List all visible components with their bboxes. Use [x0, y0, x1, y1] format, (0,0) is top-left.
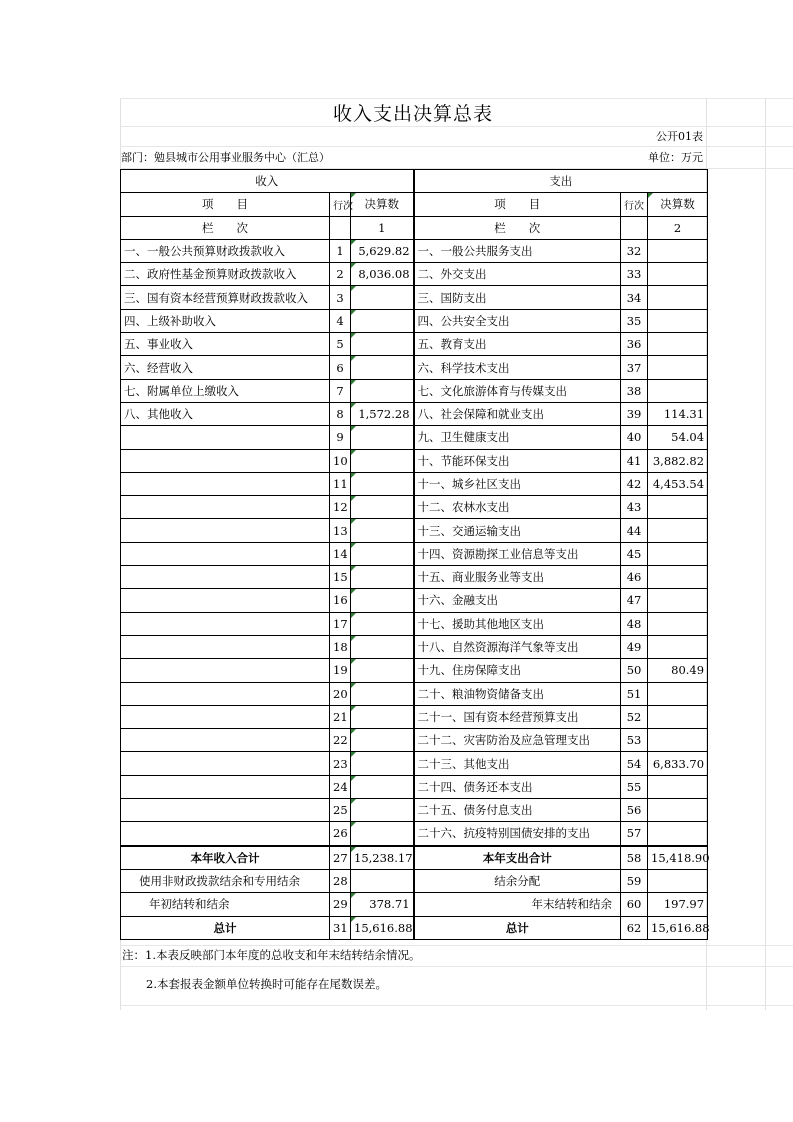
table-row [121, 496, 708, 519]
grand-expense-total-line: 62 [621, 916, 648, 939]
income-amount [351, 729, 414, 752]
expense-amount [648, 635, 708, 658]
expense-item: 八、社会保障和就业支出 [414, 402, 621, 425]
table-row [121, 426, 708, 449]
expense-item: 二十、粮油物资储备支出 [414, 682, 621, 705]
expense-amount [648, 496, 708, 519]
income-amount [351, 309, 414, 332]
income-item: 二、政府性基金预算财政拨款收入 [121, 263, 330, 286]
expense-item: 十一、城乡社区支出 [414, 472, 621, 495]
expense-item: 四、公共安全支出 [414, 309, 621, 332]
table-row [121, 542, 708, 565]
expense-line-number: 48 [621, 612, 648, 635]
note-2: 2.本套报表金额单位转换时可能存在尾数误差。 [146, 977, 387, 991]
income-line-number: 25 [330, 799, 351, 822]
expense-amount [648, 333, 708, 356]
year-expense-total-label: 本年支出合计 [414, 846, 621, 870]
expense-item: 二十三、其他支出 [414, 752, 621, 775]
column-header-row [121, 193, 708, 216]
income-line-header: 行次 [330, 193, 351, 216]
expense-item: 十三、交通运输支出 [414, 519, 621, 542]
table-row [121, 635, 708, 658]
income-item [121, 566, 330, 589]
table-row [121, 239, 708, 262]
table-row [121, 472, 708, 495]
expense-amount: 114.31 [648, 402, 708, 425]
beginning-balance-label: 年初结转和结余 [121, 893, 330, 916]
income-line-number: 8 [330, 402, 351, 425]
expense-amount: 4,453.54 [648, 472, 708, 495]
income-line-number: 4 [330, 309, 351, 332]
expense-line-number: 32 [621, 239, 648, 262]
income-amount: 8,036.08 [351, 263, 414, 286]
income-amount [351, 356, 414, 379]
expense-amount [648, 519, 708, 542]
expense-line-number: 40 [621, 426, 648, 449]
expense-item: 十四、资源勘探工业信息等支出 [414, 542, 621, 565]
notes [122, 945, 420, 995]
expense-amount [648, 566, 708, 589]
expense-item: 三、国防支出 [414, 286, 621, 309]
expense-line-number: 39 [621, 402, 648, 425]
expense-line-number: 41 [621, 449, 648, 472]
table-row [121, 566, 708, 589]
surplus-distribution-line: 59 [621, 869, 648, 892]
income-amount [351, 752, 414, 775]
expense-line-number: 34 [621, 286, 648, 309]
expense-line-number: 38 [621, 379, 648, 402]
income-line-number: 20 [330, 682, 351, 705]
income-item [121, 752, 330, 775]
table-row [121, 519, 708, 542]
expense-item: 十八、自然资源海洋气象等支出 [414, 635, 621, 658]
expense-line-number: 53 [621, 729, 648, 752]
income-line-number: 11 [330, 472, 351, 495]
table-row [121, 705, 708, 728]
income-item [121, 542, 330, 565]
income-item [121, 496, 330, 519]
unit-label: 单位：万元 [648, 151, 703, 164]
table-row [121, 612, 708, 635]
ending-balance-amount: 197.97 [648, 893, 708, 916]
surplus-distribution-amount [648, 869, 708, 892]
expense-item: 二十一、国有资本经营预算支出 [414, 705, 621, 728]
income-item [121, 729, 330, 752]
expense-line-number: 54 [621, 752, 648, 775]
income-item [121, 426, 330, 449]
income-item: 八、其他收入 [121, 402, 330, 425]
income-amount [351, 682, 414, 705]
expense-amount [648, 775, 708, 798]
income-line-number: 15 [330, 566, 351, 589]
income-item-header: 项 目 [121, 193, 330, 216]
expense-amount: 54.04 [648, 426, 708, 449]
expense-item: 九、卫生健康支出 [414, 426, 621, 449]
expense-line-number: 46 [621, 566, 648, 589]
expense-item: 六、科学技术支出 [414, 356, 621, 379]
expense-line-number: 45 [621, 542, 648, 565]
expense-amount [648, 822, 708, 846]
expense-line-number: 43 [621, 496, 648, 519]
expense-amount: 3,882.82 [648, 449, 708, 472]
income-item [121, 589, 330, 612]
income-line-number: 12 [330, 496, 351, 519]
beginning-balance-line: 29 [330, 893, 351, 916]
year-income-total-line: 27 [330, 846, 351, 870]
income-amount [351, 775, 414, 798]
expense-item: 十七、援助其他地区支出 [414, 612, 621, 635]
year-income-total-label: 本年收入合计 [121, 846, 330, 870]
expense-item: 二十二、灾害防治及应急管理支出 [414, 729, 621, 752]
expense-amount [648, 589, 708, 612]
income-item [121, 519, 330, 542]
expense-amount-header: 决算数 [648, 193, 708, 216]
expense-amount [648, 379, 708, 402]
income-line-number: 24 [330, 775, 351, 798]
expense-amount [648, 286, 708, 309]
income-amount: 1,572.28 [351, 402, 414, 425]
income-amount [351, 472, 414, 495]
grand-income-total-amount: 15,616.88 [351, 916, 414, 939]
year-total-row [121, 846, 708, 870]
income-amount [351, 449, 414, 472]
income-item: 七、附属单位上缴收入 [121, 379, 330, 402]
income-line-number: 17 [330, 612, 351, 635]
grand-income-total-label: 总计 [121, 916, 330, 939]
income-amount [351, 705, 414, 728]
income-item [121, 799, 330, 822]
expense-amount [648, 542, 708, 565]
expense-item: 十、节能环保支出 [414, 449, 621, 472]
column-number-row [121, 216, 708, 239]
surplus-distribution-label: 结余分配 [414, 869, 621, 892]
income-amount [351, 426, 414, 449]
expense-line-number: 50 [621, 659, 648, 682]
income-item [121, 775, 330, 798]
expense-item: 十二、农林水支出 [414, 496, 621, 519]
table-row [121, 379, 708, 402]
income-item: 三、国有资本经营预算财政拨款收入 [121, 286, 330, 309]
income-item: 五、事业收入 [121, 333, 330, 356]
income-amount [351, 333, 414, 356]
grand-expense-total-label: 总计 [414, 916, 621, 939]
income-item [121, 659, 330, 682]
income-amount [351, 659, 414, 682]
expense-line-number: 49 [621, 635, 648, 658]
income-line-number: 21 [330, 705, 351, 728]
table-row [121, 589, 708, 612]
income-column-number: 1 [351, 216, 414, 239]
section-header-row [121, 170, 708, 193]
grand-income-total-line: 31 [330, 916, 351, 939]
expense-line-number: 55 [621, 775, 648, 798]
expense-line-number: 52 [621, 705, 648, 728]
income-item [121, 612, 330, 635]
income-line-blank [330, 216, 351, 239]
income-line-number: 5 [330, 333, 351, 356]
income-line-number: 26 [330, 822, 351, 846]
income-amount [351, 799, 414, 822]
income-line-number: 6 [330, 356, 351, 379]
table-row [121, 752, 708, 775]
note-1: 注：1.本表反映部门本年度的总收支和年末结转结余情况。 [122, 948, 421, 962]
income-line-number: 14 [330, 542, 351, 565]
nonfiscal-line: 28 [330, 869, 351, 892]
beginning-balance-amount: 378.71 [351, 893, 414, 916]
income-amount [351, 286, 414, 309]
income-item: 一、一般公共预算财政拨款收入 [121, 239, 330, 262]
income-amount [351, 566, 414, 589]
table-row [121, 402, 708, 425]
table-row [121, 333, 708, 356]
table-row [121, 682, 708, 705]
income-amount [351, 519, 414, 542]
income-line-number: 22 [330, 729, 351, 752]
expense-amount [648, 799, 708, 822]
income-line-number: 16 [330, 589, 351, 612]
expense-item: 十九、住房保障支出 [414, 659, 621, 682]
year-expense-total-line: 58 [621, 846, 648, 870]
expense-amount [648, 239, 708, 262]
table-row [121, 775, 708, 798]
ending-balance-label: 年末结转和结余 [414, 893, 621, 916]
expense-amount [648, 729, 708, 752]
table-row [121, 659, 708, 682]
expense-item: 二十四、债务还本支出 [414, 775, 621, 798]
expense-item: 五、教育支出 [414, 333, 621, 356]
carryover-row [121, 893, 708, 916]
expense-line-number: 56 [621, 799, 648, 822]
income-amount [351, 589, 414, 612]
income-line-number: 18 [330, 635, 351, 658]
expense-item: 二十五、债务付息支出 [414, 799, 621, 822]
expense-line-number: 47 [621, 589, 648, 612]
expense-column-number: 2 [648, 216, 708, 239]
income-line-number: 7 [330, 379, 351, 402]
income-line-number: 2 [330, 263, 351, 286]
income-item [121, 705, 330, 728]
report-title: 收入支出决算总表 [332, 103, 493, 125]
expense-item: 七、文化旅游体育与传媒支出 [414, 379, 621, 402]
expense-amount [648, 356, 708, 379]
table-row [121, 263, 708, 286]
expense-line-number: 36 [621, 333, 648, 356]
income-line-number: 10 [330, 449, 351, 472]
income-amount [351, 635, 414, 658]
income-line-number: 1 [330, 239, 351, 262]
income-amount-header: 决算数 [351, 193, 414, 216]
expense-item: 一、一般公共服务支出 [414, 239, 621, 262]
expense-line-number: 51 [621, 682, 648, 705]
income-line-number: 23 [330, 752, 351, 775]
expense-amount [648, 682, 708, 705]
income-amount: 5,629.82 [351, 239, 414, 262]
income-amount [351, 612, 414, 635]
income-section-header: 收入 [121, 170, 414, 193]
income-item [121, 472, 330, 495]
table-row [121, 822, 708, 846]
income-item: 四、上级补助收入 [121, 309, 330, 332]
expense-line-blank [621, 216, 648, 239]
expense-amount: 80.49 [648, 659, 708, 682]
department-label: 部门：勉县城市公用事业服务中心（汇总） [121, 151, 330, 164]
expense-item: 二、外交支出 [414, 263, 621, 286]
expense-column-label: 栏 次 [414, 216, 621, 239]
income-item [121, 449, 330, 472]
expense-line-number: 44 [621, 519, 648, 542]
income-line-number: 19 [330, 659, 351, 682]
table-row [121, 799, 708, 822]
table-row [121, 309, 708, 332]
income-amount [351, 822, 414, 846]
expense-item-header: 项 目 [414, 193, 621, 216]
grand-total-row [121, 916, 708, 939]
income-amount [351, 379, 414, 402]
ending-balance-line: 60 [621, 893, 648, 916]
expense-amount [648, 705, 708, 728]
table-row [121, 729, 708, 752]
income-expense-table [120, 169, 708, 940]
expense-item: 十六、金融支出 [414, 589, 621, 612]
table-row [121, 356, 708, 379]
expense-line-number: 33 [621, 263, 648, 286]
income-item [121, 682, 330, 705]
expense-amount [648, 612, 708, 635]
expense-line-number: 57 [621, 822, 648, 846]
table-row [121, 286, 708, 309]
expense-item: 十五、商业服务业等支出 [414, 566, 621, 589]
year-expense-total-amount: 15,418.90 [648, 846, 708, 870]
income-line-number: 9 [330, 426, 351, 449]
nonfiscal-row [121, 869, 708, 892]
nonfiscal-label: 使用非财政拨款结余和专用结余 [121, 869, 330, 892]
expense-amount [648, 263, 708, 286]
income-amount [351, 542, 414, 565]
income-item [121, 822, 330, 846]
income-amount [351, 496, 414, 519]
year-income-total-amount: 15,238.17 [351, 846, 414, 870]
nonfiscal-amount [351, 869, 414, 892]
expense-amount [648, 309, 708, 332]
form-number: 公开01表 [656, 130, 703, 143]
expense-amount: 6,833.70 [648, 752, 708, 775]
expense-line-header: 行次 [621, 193, 648, 216]
expense-line-number: 37 [621, 356, 648, 379]
income-item [121, 635, 330, 658]
table-row [121, 449, 708, 472]
income-item: 六、经营收入 [121, 356, 330, 379]
grand-expense-total-amount: 15,616.88 [648, 916, 708, 939]
expense-section-header: 支出 [414, 170, 708, 193]
expense-line-number: 35 [621, 309, 648, 332]
income-line-number: 13 [330, 519, 351, 542]
income-column-label: 栏 次 [121, 216, 330, 239]
expense-item: 二十六、抗疫特别国债安排的支出 [414, 822, 621, 846]
income-line-number: 3 [330, 286, 351, 309]
expense-line-number: 42 [621, 472, 648, 495]
